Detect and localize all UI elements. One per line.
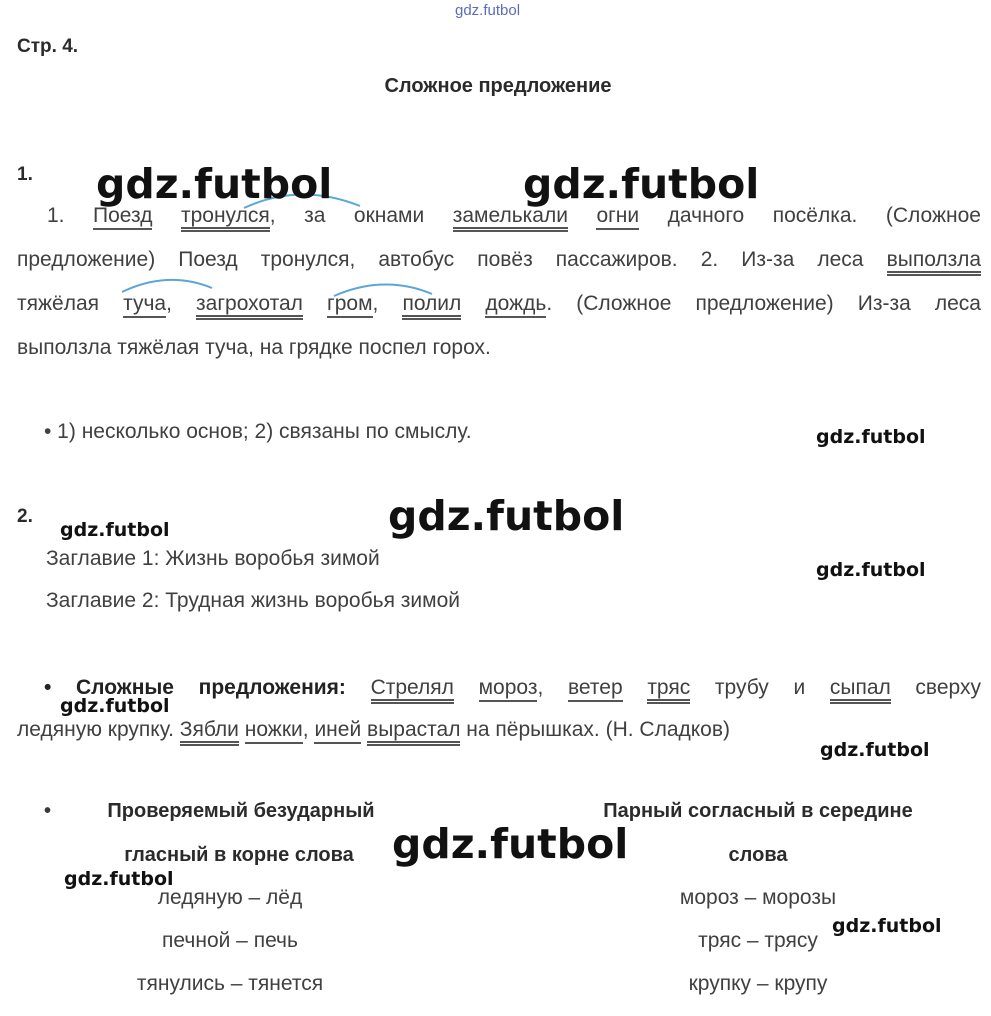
task-2-line-1: • Сложные предложения: Стрелял мороз, ветер тряс трубу и сыпал сверху (44, 666, 981, 710)
table-bullet: • (44, 800, 52, 822)
subject-word: ножки (245, 718, 303, 744)
left-row-1: ледяную – лёд (157, 886, 303, 909)
task-2-number: 2. (17, 506, 33, 527)
right-row-3: крупку – крупу (688, 972, 828, 995)
subject-word: огни (596, 204, 639, 230)
predicate-word: выползла (887, 248, 981, 276)
predicate-word: Зябли (180, 718, 239, 746)
watermark-small: gdz.futbol (60, 519, 170, 541)
task-1-line-3: тяжёлая туча, загрохотал гром, полил дождь. (Сложное предложение) Из-за леса (17, 282, 981, 326)
watermark-small: gdz.futbol (820, 739, 930, 761)
task-1-bullet: • 1) несколько основ; 2) связаны по смыслу. (44, 420, 472, 443)
right-column-header-1: Парный согласный в середине (603, 800, 913, 822)
task-1-line-2: предложение) Поезд тронулся, автобус повёз пассажиров. 2. Из-за леса выползла (17, 238, 981, 282)
watermark-large: gdz.futbol (388, 492, 625, 540)
right-column-header-2: слова (728, 844, 788, 866)
task-1-line-4: выползла тяжёлая туча, на грядке поспел горох. (17, 336, 491, 359)
watermark-small: gdz.futbol (64, 868, 174, 890)
subject-word: ветер (568, 676, 623, 702)
section-title: Сложное предложение (384, 75, 612, 97)
subject-word: туча (123, 292, 166, 318)
right-row-1: мороз – морозы (679, 886, 837, 909)
subject-word: мороз (479, 676, 538, 702)
task-1-line-1: 1. Поезд тронулся, за окнами замелькали огни дачного посёлка. (Сложное (17, 194, 981, 238)
complex-label: • Сложные предложения: (44, 676, 346, 699)
subject-word: иней (314, 718, 361, 744)
page-number: Стр. 4. (17, 36, 79, 57)
predicate-word: тронулся (181, 204, 270, 232)
watermark-small: gdz.futbol (60, 695, 170, 717)
predicate-word: тряс (647, 676, 690, 704)
predicate-word: полил (402, 292, 461, 320)
watermark-small: gdz.futbol (832, 915, 942, 937)
task-1-number: 1. (17, 164, 33, 185)
predicate-word: вырастал (367, 718, 460, 746)
subject-word: дождь (485, 292, 546, 318)
subject-word: гром (327, 292, 372, 318)
predicate-word: Стрелял (371, 676, 454, 704)
top-watermark: gdz.futbol (455, 2, 521, 19)
left-column-header-1: Проверяемый безударный (107, 800, 375, 822)
watermark-large: gdz.futbol (523, 160, 760, 208)
title-option-1: Заглавие 1: Жизнь воробья зимой (46, 547, 380, 570)
watermark-small: gdz.futbol (816, 426, 926, 448)
left-row-3: тянулись – тянется (136, 972, 324, 995)
left-row-2: печной – печь (162, 929, 298, 952)
predicate-word: замелькали (453, 204, 568, 232)
watermark-large: gdz.futbol (96, 160, 333, 208)
left-column-header-2: гласный в корне слова (124, 844, 354, 866)
watermark-large: gdz.futbol (392, 820, 629, 868)
title-option-2: Заглавие 2: Трудная жизнь воробья зимой (46, 589, 460, 612)
right-row-2: тряс – трясу (698, 929, 818, 952)
predicate-word: сыпал (830, 676, 891, 704)
task-2-line-2: ледяную крупку. Зябли ножки, иней вырастал на пёрышках. (Н. Сладков) (17, 708, 730, 752)
subject-word: Поезд (93, 204, 152, 230)
predicate-word: загрохотал (196, 292, 303, 320)
watermark-small: gdz.futbol (816, 559, 926, 581)
